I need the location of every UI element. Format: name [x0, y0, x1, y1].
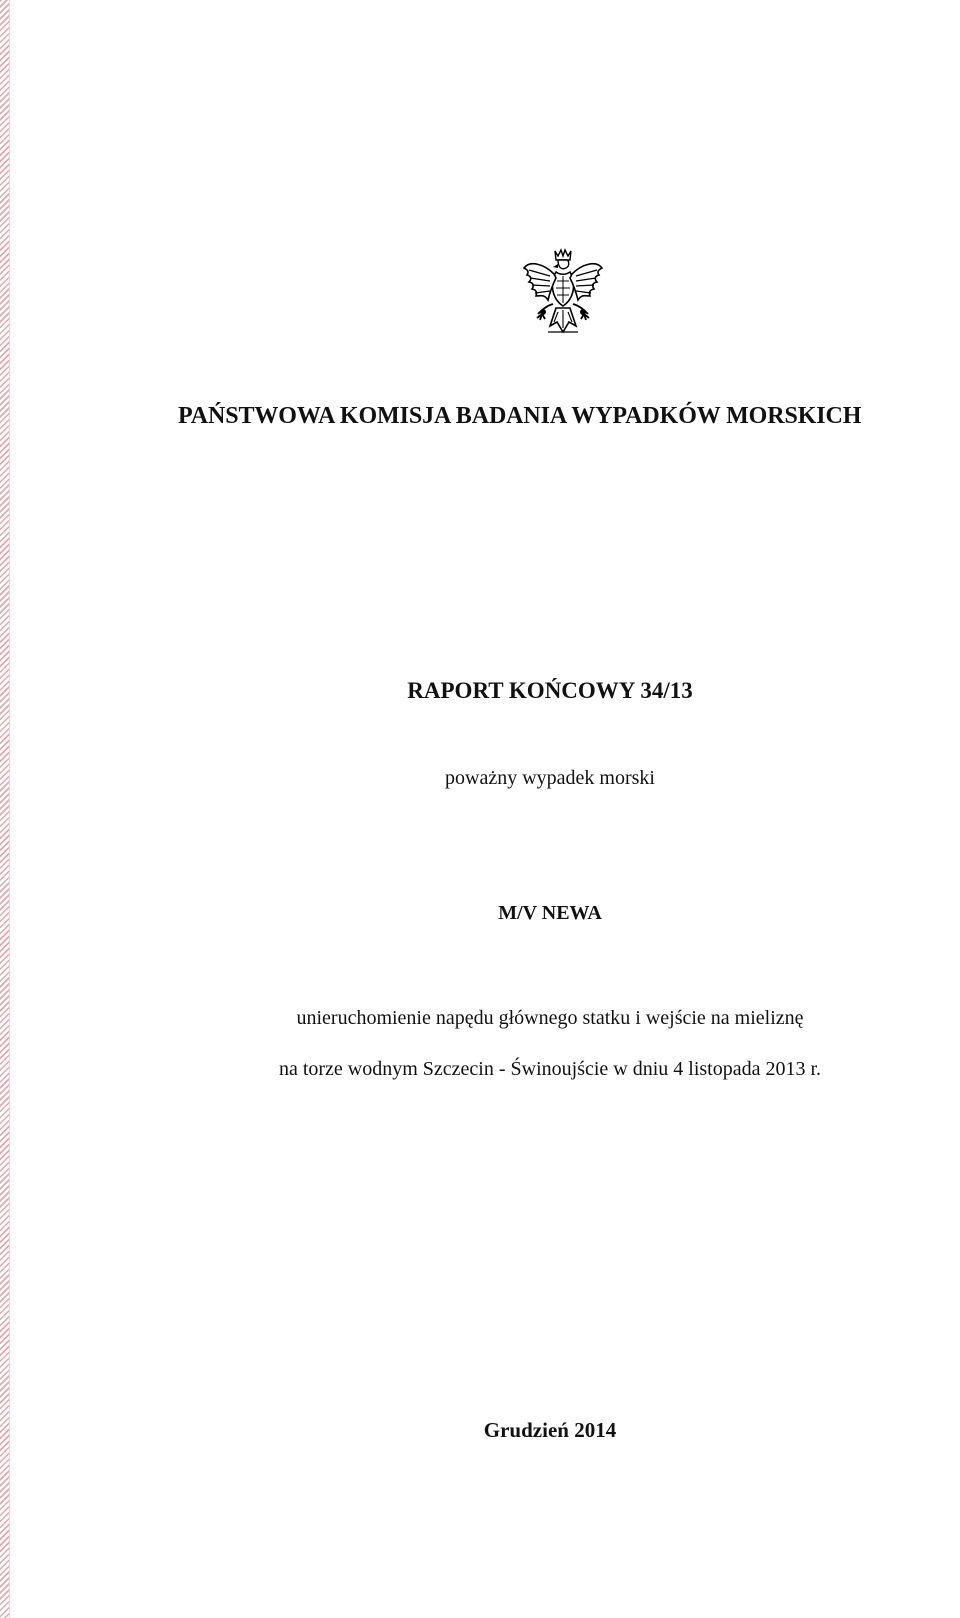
incident-description-line-2: na torze wodnym Szczecin - Świnoujście w dniu 4 listopada 2013 r.	[278, 1058, 822, 1080]
incident-description-line-1: unieruchomienie napędu głównego statku i wejście na mieliznę	[296, 1007, 804, 1029]
institution-name: PAŃSTWOWA KOMISJA BADANIA WYPADKÓW MORSKICH	[178, 403, 862, 429]
incident-type: poważny wypadek morski	[445, 767, 655, 789]
publication-date: Grudzień 2014	[483, 1418, 617, 1442]
report-title: RAPORT KOŃCOWY 34/13	[407, 678, 693, 703]
vessel-name: M/V NEWA	[498, 902, 602, 924]
polish-eagle-emblem-icon	[520, 248, 606, 340]
decorative-left-border	[0, 0, 9, 1618]
